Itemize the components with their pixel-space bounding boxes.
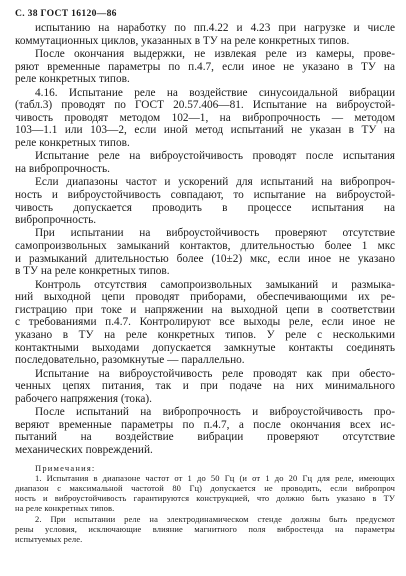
- text-line: 4.16. Испытание реле на воздействие синусоидальной вибрации: [35, 86, 395, 99]
- text-line: и размыканий длительностью более (10±2) мкс, если иное не указано: [15, 252, 395, 265]
- text-line: ряют временные параметры по п.4.7, если иное не указано в ТУ на: [15, 60, 395, 73]
- text-line: чивость проводят методом 102—1, на вибропрочность — методом: [15, 111, 395, 124]
- text-line: реле конкретных типов.: [15, 136, 130, 149]
- text-line: ний выходной цепи проводят приборами, обеспечивающими их ре-: [15, 291, 395, 304]
- paragraph: [15, 22, 395, 47]
- note-line: рены условия, исключающие влияние магнитного поля вибростенда на параметры: [15, 523, 395, 534]
- text-line: контактными выходами допускается замкнутые контакты соединять: [15, 341, 395, 354]
- text-line: гистрацию при токе и напряжении на выходной цепи в соответствии: [15, 303, 395, 316]
- text-line: указано в ТУ на реле конкретных типов. У реле с несколькими: [15, 329, 395, 342]
- text-line: рабочего напряжения (тока).: [15, 392, 152, 405]
- text-line: коммутационных циклов, указанных в ТУ на реле конкретных типов.: [15, 34, 350, 47]
- text-line: После окончания выдержки, не извлекая реле из камеры, прове-: [35, 47, 395, 60]
- text-line: ность и виброустойчивость совпадают, то испытание на виброустой-: [15, 188, 395, 201]
- text-line: Испытание реле на виброустойчивость проводят после испытания: [35, 150, 395, 163]
- text-line: пытаний на воздействие вибрации проверяют отсутствие: [15, 431, 395, 444]
- text-line: механических повреждений.: [15, 443, 153, 456]
- text-line: реле конкретных типов.: [15, 73, 130, 86]
- text-line: Контроль отсутствия самопроизвольных замыканий и размыка-: [35, 278, 395, 291]
- paragraph: [15, 48, 395, 86]
- text-line: на вибропрочность.: [15, 162, 110, 175]
- document-body: [15, 22, 395, 457]
- text-line: При испытании на виброустойчивость проверяют отсутствие: [35, 227, 395, 240]
- paragraph: [15, 279, 395, 367]
- text-line: После испытаний на вибропрочность и виброустойчивость про-: [35, 406, 395, 419]
- text-line: ченных цепях питания, так и при подаче на них минимального: [15, 380, 395, 393]
- text-line: вибропрочность.: [15, 214, 97, 227]
- paragraph: [15, 176, 395, 226]
- paragraph: [15, 87, 395, 150]
- text-line: с требованиями п.4.7. Контролируют все выходы реле, если иное не: [15, 316, 395, 329]
- note-item: [15, 514, 395, 545]
- paragraph: [15, 406, 395, 456]
- text-line: испытанию на наработку по пп.4.22 и 4.23 при нагрузке и числе: [35, 22, 395, 34]
- text-line: 103—1.1 или 103—2, если иной метод испытаний не указан в ТУ на: [15, 124, 395, 137]
- text-line: Испытание на виброустойчивость реле проводят как при обесто-: [35, 367, 395, 380]
- paragraph: [15, 368, 395, 406]
- note-line: ность и виброустойчивость гарантируются конструкцией, что должно быть указано в ТУ: [15, 493, 395, 504]
- note-line: 2. При испытании реле на электродинамическом стенде должны быть предусмот: [35, 513, 395, 524]
- note-line: 1. Испытания в диапазоне частот от 1 до 50 Гц (и от 1 до 20 Гц для реле, имеющих: [35, 472, 395, 483]
- text-line: в ТУ на реле конкретных типов.: [15, 265, 170, 278]
- note-line: испытуемых реле.: [15, 533, 83, 544]
- page-header: С. 38 ГОСТ 16120—86: [15, 8, 117, 19]
- note-line: диапазон с максимальной частотой 80 Гц) допускается не проводить, если вибропроч: [15, 482, 395, 493]
- text-line: Если диапазоны частот и ускорений для испытаний на вибропроч-: [35, 176, 395, 189]
- text-line: последовательно, разомкнутые — параллельно.: [15, 354, 245, 367]
- notes-title: Примечания:: [35, 462, 96, 473]
- paragraph: [15, 150, 395, 175]
- note-item: [15, 473, 395, 514]
- text-line: веряют временные параметры по п.4.7, а после окончания всех ис-: [15, 418, 395, 431]
- text-line: чивость допускается проводить в процессе испытания на: [15, 201, 395, 214]
- text-line: (табл.3) проводят по ГОСТ 20.57.406—81. Испытание на виброустой-: [15, 99, 395, 112]
- note-line: на реле конкретных типов.: [15, 503, 115, 514]
- paragraph: [15, 227, 395, 277]
- notes-section: [15, 463, 395, 545]
- text-line: самопроизвольных замыканий контактов, длительностью более 1 мкс: [15, 240, 395, 253]
